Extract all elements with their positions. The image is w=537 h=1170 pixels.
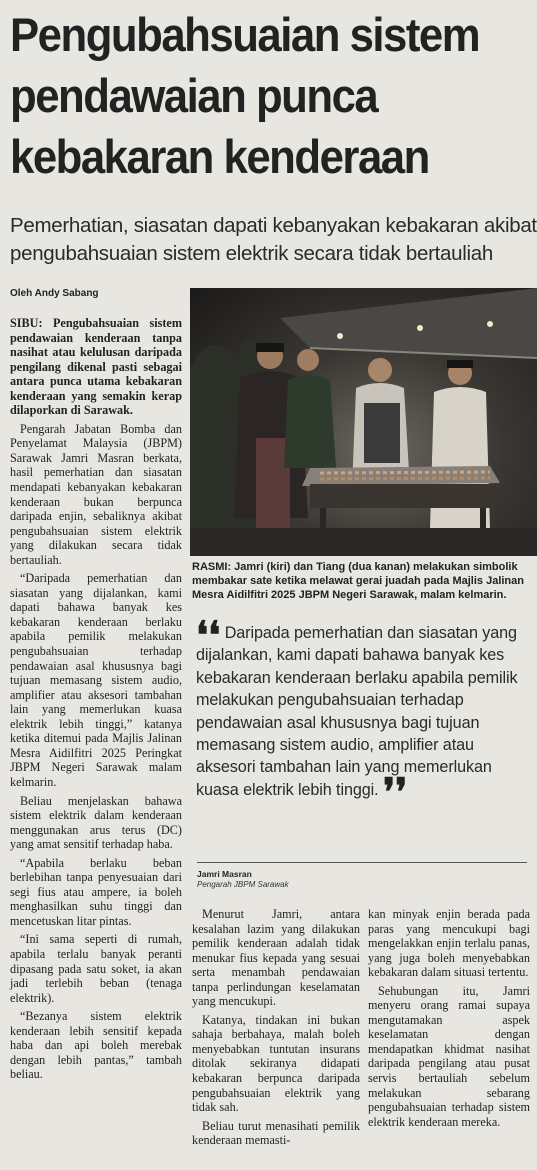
body-paragraph: Sehubungan itu, Jamri menyeru orang ramai supaya mengutamakan aspek keselamatan dengan mendapatkan khidmat nasihat daripada pengilang atau pusat servis bertauliah sebelum melakukan sebarang pengubahsuaian terhadap sistem elektrik kenderaan mereka. [368,983,530,1129]
quote-divider [197,862,527,863]
photo-caption [192,560,532,602]
news-photo [190,288,537,556]
subheadline [10,212,535,268]
article-column-1 [10,316,182,1086]
article-column-2 [192,907,360,1152]
headline-line-3: kebakaran kenderaan [10,130,429,183]
subheadline-line-2: pengubahsuaian sistem elektrik secara tidak bertauliah [10,242,493,265]
body-paragraph: Beliau menjelaskan bahawa sistem elektrik dalam kenderaan menggunakan arus terus (DC) yang amat sensitif terhadap haba. [10,793,182,852]
lead-text: Pengubahsuaian sistem pendawaian kenderaan tanpa nasihat atau kelulusan daripada pengilang dikenal pasti sebagai antara punca utama kebakaran kenderaan yang semakin kerap dilaporkan di Sarawak. [10,316,182,418]
body-paragraph: Beliau turut menasihati pemilik kenderaan memasti- [192,1118,360,1148]
quote-attribution-role: Pengarah JBPM Sarawak [197,880,289,889]
caption-text: Jamri (kiri) dan Tiang (dua kanan) melakukan simbolik membakar sate ketika melawat gerai juadah pada Majlis Jalinan Mesra Aidilfitri 2025 JBPM Negeri Sarawak, malam kelmarin. [192,561,524,601]
headline [10,4,494,187]
open-quote-icon: ❛❛ [196,615,221,657]
body-paragraph: “Bezanya sistem elektrik kenderaan lebih sensitif kepada haba dan api boleh merebak dengan lebih pantas,” tambah beliau. [10,1009,182,1082]
dateline: SIBU: [10,316,43,330]
body-paragraph: kan minyak enjin berada pada paras yang mencukupi bagi mengelakkan enjin terlalu panas, yang juga boleh menyebabkan kebakaran dalam situasi tertentu. [368,907,530,980]
headline-line-2: pendawaian punca [10,69,378,122]
caption-label: RASMI: [192,561,232,573]
pull-quote [196,615,532,814]
byline: Oleh Andy Sabang [10,288,99,299]
subheadline-line-1: Pemerhatian, siasatan dapati kebanyakan kebakaran akibat [10,214,537,237]
body-paragraph: “Daripada pemerhatian dan siasatan yang dijalankan, kami dapati bahawa banyak kes kebakaran kenderaan berlaku apabila pemilik melakukan pengubahsuaian terhadap pendawaian asal khususnya bagi tujuan memasang sistem audio, amplifier atau aksesori tambahan lain yang memerlukan kuasa elektrik lebih tinggi,” katanya ketika ditemui pada Majlis Jalinan Mesra Aidilfitri 2025 Peringkat JBPM Negeri Sarawak malam kelmarin. [10,571,182,789]
body-paragraph: Katanya, tindakan ini bukan sahaja berbahaya, malah boleh menyebabkan tuntutan insurans ditolak sekiranya didapati kebakaran berpunca daripada pengubahsuaian elektrik yang tidak sah. [192,1012,360,1115]
photo-illustration [190,288,537,556]
lead-paragraph [10,316,182,418]
body-paragraph: “Apabila berlaku beban berlebihan tanpa penyesuaian dari segi fius atau ampere, ia boleh menghasilkan suhu tinggi dan mencetuskan litar pintas. [10,855,182,928]
quote-attribution-name: Jamri Masran [197,869,252,879]
body-paragraph: “Ini sama seperti di rumah, apabila terlalu banyak peranti dipasang pada satu soket, ia akan jadi terlebih beban (tenaga elektrik). [10,932,182,1005]
close-quote-icon: ❜❜ [382,771,408,814]
headline-line-1: Pengubahsuaian sistem [10,8,480,61]
article-column-3 [368,907,530,1133]
pull-quote-text: Daripada pemerhatian dan siasatan yang dijalankan, kami dapati bahawa banyak kes kebakaran kenderaan berlaku apabila pemilik melakukan pengubahsuaian terhadap pendawaian asal khususnya bagi tujuan memasang sistem audio, amplifier atau aksesori tambahan lain yang memerlukan kuasa elektrik lebih tinggi. [196,624,518,799]
body-paragraph: Pengarah Jabatan Bomba dan Penyelamat Malaysia (JBPM) Sarawak Jamri Masran berkata, hasil pemerhatian dan siasatan mendapati kebanyakan kebakaran kenderaan bukan berpunca daripada enjin, sebaliknya akibat pengubahsuaian sistem elektrik yang dilakukan secara tidak bertauliah. [10,421,182,567]
body-paragraph: Menurut Jamri, antara kesalahan lazim yang dilakukan pemilik kenderaan adalah tidak menukar fius kepada yang sesuai serta menambah pendawaian tanpa perlindungan keselamatan yang mencukupi. [192,907,360,1009]
